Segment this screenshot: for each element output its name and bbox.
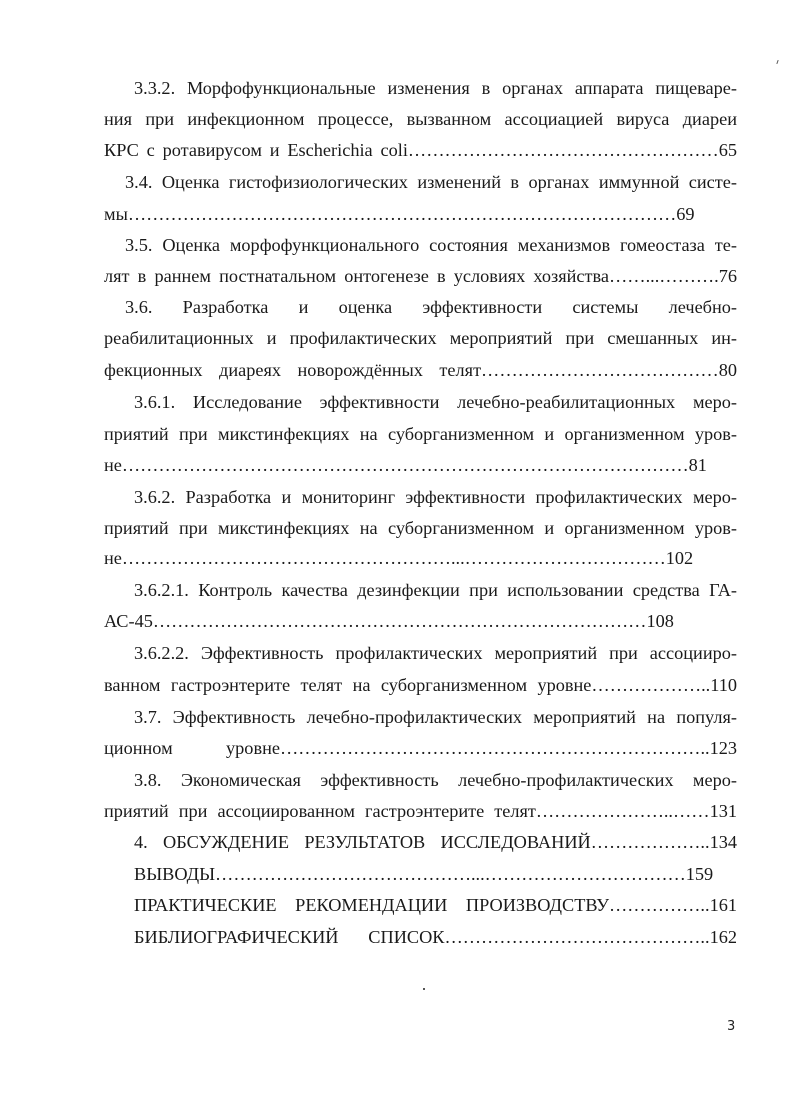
toc-line-3-3-2-c: КРС с ротавирусом и Escherichia coli……………………………………………65: [104, 140, 737, 160]
toc-line-3-6-2-1-b: АС-45………………………………………………………………………108: [104, 611, 674, 631]
toc-line-3-6-a: 3.6. Разработка и оценка эффективности системы лечебно-: [125, 297, 737, 317]
toc-line-3-6-1-b: приятий при микстинфекциях на суборганизменном и организменном уров-: [104, 424, 737, 444]
toc-line-3-8-b: приятий при ассоциированном гастроэнтерите телят…………………..……131: [104, 801, 737, 821]
toc-line-bibliography: БИБЛИОГРАФИЧЕСКИЙ СПИСОК……………………………………..162: [134, 927, 737, 947]
toc-line-3-6-1-c: не…………………………………………………………………………………81: [104, 455, 707, 475]
toc-line-3-7-a: 3.7. Эффективность лечебно-профилактических мероприятий на популя-: [134, 707, 737, 727]
toc-line-3-5-b: лят в раннем постнатальном онтогенезе в условиях хозяйства……...……….76: [104, 266, 737, 286]
toc-line-3-6-2-1-a: 3.6.2.1. Контроль качества дезинфекции при использовании средства ГА-: [134, 580, 737, 600]
toc-line-3-6-2-2-b: ванном гастроэнтерите телят на суборганизменном уровне………………..110: [104, 675, 737, 695]
toc-line-3-6-2-c: не………………………………………………...……………………………102: [104, 548, 694, 568]
toc-line-3-6-c: фекционных диареях новорождённых телят…………………………………80: [104, 360, 737, 380]
toc-line-3-6-1-a: 3.6.1. Исследование эффективности лечебно-реабилитационных меро-: [134, 392, 737, 412]
toc-line-3-3-2-b: ния при инфекционном процессе, вызванном ассоциацией вируса диареи: [104, 109, 737, 129]
toc-line-3-6-2-b: приятий при микстинфекциях на суборганизменном и организменном уров-: [104, 518, 737, 538]
toc-line-3-3-2-a: 3.3.2. Морфофункциональные изменения в органах аппарата пищеваре-: [134, 78, 737, 98]
toc-line-3-4-b: мы………………………………………………………………………………69: [104, 204, 695, 224]
toc-line-3-4-a: 3.4. Оценка гистофизиологических изменений в органах иммунной систе-: [125, 172, 737, 192]
toc-line-3-6-b: реабилитационных и профилактических мероприятий при смешанных ин-: [104, 328, 737, 348]
toc-line-recommendations: ПРАКТИЧЕСКИЕ РЕКОМЕНДАЦИИ ПРОИЗВОДСТВУ……………..161: [134, 895, 737, 915]
toc-line-3-8-a: 3.8. Экономическая эффективность лечебно-профилактических меро-: [134, 770, 737, 790]
toc-line-3-6-2-2-a: 3.6.2.2. Эффективность профилактических мероприятий при ассоцииро-: [134, 643, 737, 663]
toc-line-3-7-b: ционном уровне……………………………………………………………..123: [104, 738, 737, 758]
page-number: 3: [727, 1019, 736, 1034]
toc-line-3-5-a: 3.5. Оценка морфофункционального состояния механизмов гомеостаза те-: [125, 235, 737, 255]
scan-speck: [776, 60, 778, 64]
toc-line-chapter-4: 4. ОБСУЖДЕНИЕ РЕЗУЛЬТАТОВ ИССЛЕДОВАНИЙ………………..134: [134, 832, 737, 852]
scan-speck: [423, 988, 425, 990]
toc-line-conclusions: ВЫВОДЫ……………………………………...……………………………159: [134, 864, 714, 884]
toc-line-3-6-2-a: 3.6.2. Разработка и мониторинг эффективности профилактических меро-: [134, 487, 737, 507]
